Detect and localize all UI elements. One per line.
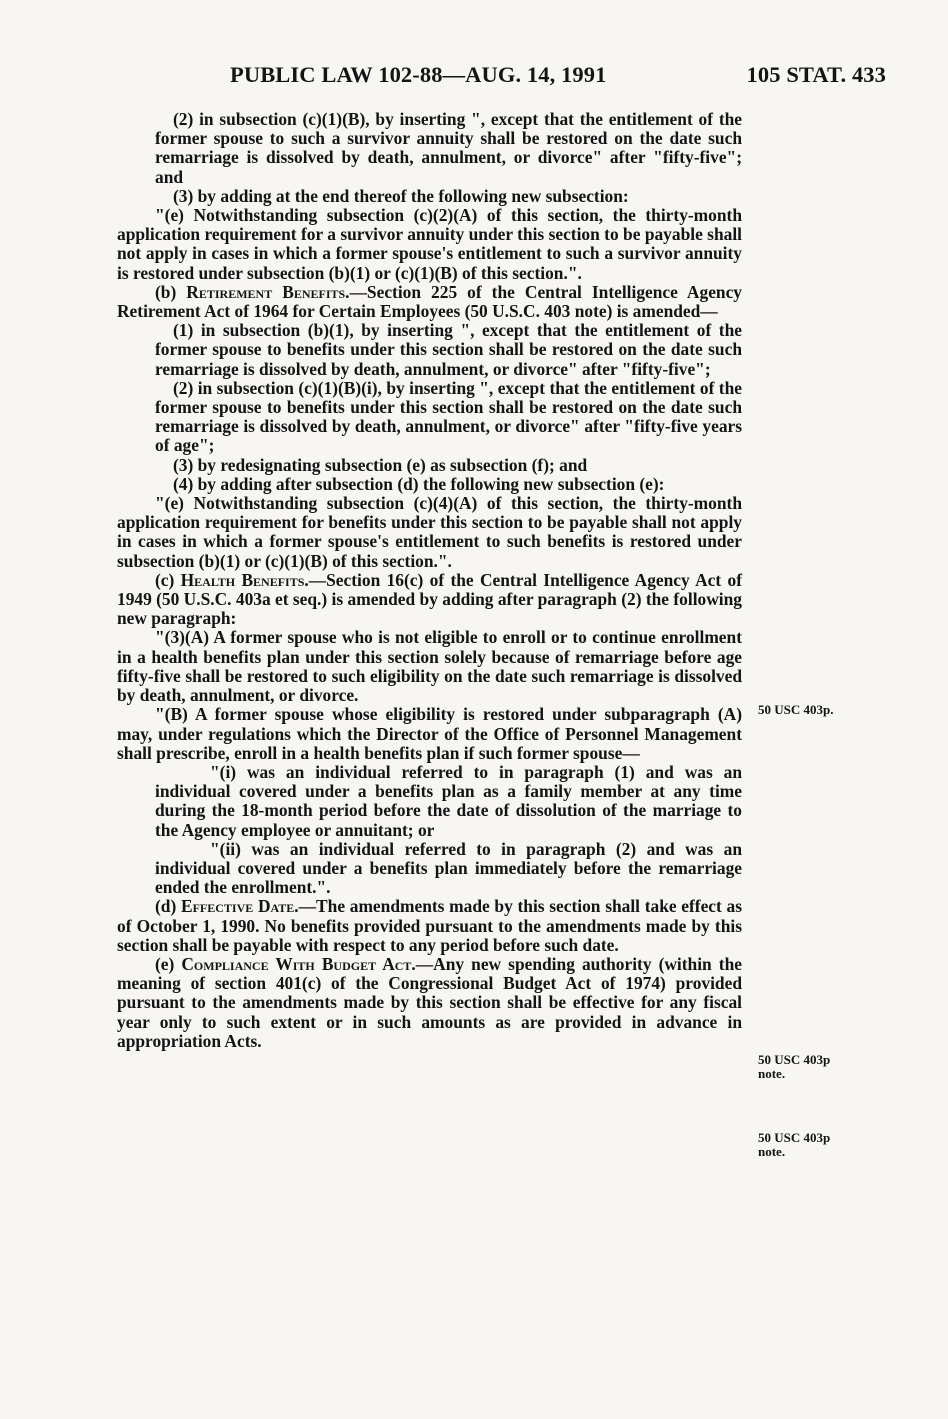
section-heading: Compliance With Budget Act. xyxy=(181,953,416,974)
section-heading: Retirement Benefits. xyxy=(186,281,350,302)
margin-note: 50 USC 403p. xyxy=(758,702,834,717)
header-title: PUBLIC LAW 102-88—AUG. 14, 1991 xyxy=(230,62,607,87)
paragraph: (e) Compliance With Budget Act.—Any new spending authority (within the meaning of section 401(c) of the Congressional Budget Act of 1974) provided pursuant to the amendments made by this section shall be effective for any fiscal year only to such extent or in such amounts as are provided in advance in appropriation Acts. xyxy=(117,953,742,1051)
paragraph: (2) in subsection (c)(1)(B), by inserting ", except that the entitlement of the former spouse to such a survivor annuity shall be restored on the date such remarriage is dissolved by death, annulment, or divorce" after "fifty-five"; and xyxy=(155,109,742,187)
paragraph: "(3)(A) A former spouse who is not eligible to enroll or to continue enrollment in a health benefits plan under this section solely because of remarriage before age fifty-five shall be restored to such eligibility on the date such remarriage is dissolved by death, annulment, or divorce. xyxy=(117,627,742,706)
paragraph: (4) by adding after subsection (d) the following new subsection (e): xyxy=(173,473,665,494)
section-heading: Health Benefits. xyxy=(180,569,309,590)
paragraph: "(i) was an individual referred to in paragraph (1) and was an individual covered under a benefits plan as a family member at any time during the 18-month period before the date of dissolution of the marriage to the Agency employee or annuitant; or xyxy=(155,761,742,840)
paragraph: (b) Retirement Benefits.—Section 225 of the Central Intelligence Agency Retirement Act of 1964 for Certain Employees (50 U.S.C. 403 note) is amended— xyxy=(117,281,742,322)
page-header xyxy=(230,62,886,88)
paragraph: (3) by adding at the end thereof the following new subsection: xyxy=(173,185,629,206)
body-text xyxy=(117,110,742,1051)
margin-note: 50 USC 403p note. xyxy=(758,1130,831,1159)
paragraph: (3) by redesignating subsection (e) as subsection (f); and xyxy=(173,454,588,475)
header-stat: 105 STAT. 433 xyxy=(746,62,886,87)
section-heading: Effective Date. xyxy=(180,896,299,917)
paragraph: "(B) A former spouse whose eligibility is restored under subparagraph (A) may, under regulations which the Director of the Office of Personnel Management shall prescribe, enroll in a health benefits plan if such former spouse— xyxy=(117,704,742,763)
paragraph: (c) Health Benefits.—Section 16(c) of the Central Intelligence Agency Act of 1949 (50 U.S.C. 403a et seq.) is amended by adding after paragraph (2) the following new paragraph: xyxy=(117,569,743,629)
margin-note: 50 USC 403p note. xyxy=(758,1052,831,1081)
paragraph: (1) in subsection (b)(1), by inserting ", except that the entitlement of the former spouse to benefits under this section shall be restored on the date such remarriage is dissolved by death, annulment, or divorce" after "fifty-five"; xyxy=(155,320,742,379)
paragraph: (d) Effective Date.—The amendments made by this section shall take effect as of October 1, 1990. No benefits provided pursuant to the amendments made by this section shall be payable with respect to any period before such date. xyxy=(117,896,742,955)
paragraph: "(e) Notwithstanding subsection (c)(4)(A) of this section, the thirty-month application requirement for benefits under this section to be payable shall not apply in cases in which a former spouse's entitlement to such benefits is restored under subsection (b)(1) or (c)(1)(B) of this section.". xyxy=(117,493,742,571)
paragraph: "(e) Notwithstanding subsection (c)(2)(A) of this section, the thirty-month application requirement for a survivor annuity under this section to be payable shall not apply in cases in which a former spouse's entitlement to such a survivor annuity is restored under subsection (b)(1) or (c)(1)(B) of this section.". xyxy=(117,205,742,283)
paragraph: (2) in subsection (c)(1)(B)(i), by inserting ", except that the entitlement of the former spouse to benefits under this section shall be restored on the date such remarriage is dissolved by death, annulment, or divorce" after "fifty-five years of age"; xyxy=(155,377,742,456)
paragraph: "(ii) was an individual referred to in paragraph (2) and was an individual covered under a benefits plan immediately before the remarriage ended the enrollment.". xyxy=(155,838,742,898)
